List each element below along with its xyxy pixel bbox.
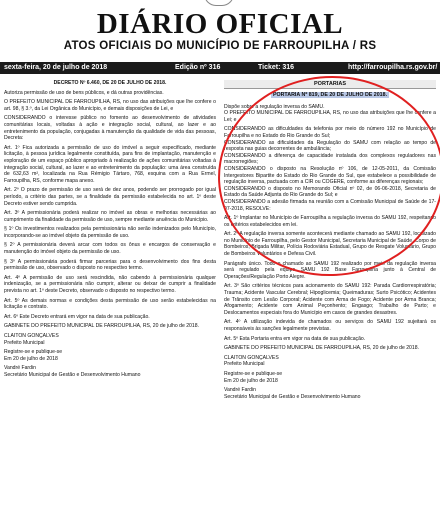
portaria-title <box>224 92 436 99</box>
portarias-section-header: PORTARIAS <box>224 80 436 89</box>
portaria-considerando-5: CONSIDERANDO o disposto no Memorando Oficial nº 02, de 06-06-2018, Secretaria de Estado da Saúde Adjunta do Rio Grande do Sul; e <box>224 185 436 199</box>
ticket-number: Ticket: 316 <box>258 64 295 71</box>
edition-info-bar <box>0 62 440 74</box>
portaria-secretary-name: Vandré Fardin <box>224 387 256 394</box>
edition-date: sexta-feira, 20 de julho de 2018 <box>4 64 108 71</box>
decree-art5: Art. 5º As demais normas e condições desta permissão de uso serão estabelecidas na licitação e contrato. <box>4 297 216 311</box>
portaria-art3: Art. 3º São critérios técnicos para acionamento do SAMU 192: Parada Cardiorrespiratória; Trauma; Acidente Vascular Cerebral; Hipoglicemia; Queimaduras; Surto Psicótico; Acidentes de Trânsito com Lesão Corporal; Acidente com Arma de Fogo; Acidente por Arma Branca; Afogamento; Acidente com Animal Peçonhento; Engasgo; Trabalho de Parto; e Deslocamentos especiais fora do Município em casos de grandes desastres. <box>224 283 436 316</box>
portaria-register-date: Em 20 de julho de 2018 <box>224 377 278 384</box>
decree-art3: Art. 3º A permissionária poderá realizar no imóvel as obras e melhorias necessárias ao cumprimento da finalidade da permissão de uso, sempre mediante anuência do Município. <box>4 210 216 223</box>
portaria-art2: Art. 2º A regulação inversa somente acontecerá mediante chamado ao SAMU 192, localizado no Município de Farroupilha, pelo Gestor Municipal, Secretaria Municipal de Saúde, Corpo de Bombeiros, Brigada Militar, Polícia Rodoviária Estadual, Grupo de Resgate Voluntário, Grupo de Bombeiros Voluntários e Defesa Civil. <box>224 231 436 258</box>
portaria-art1: Art. 1º Implantar no Município de Farroupilha a regulação inversa do SAMU 192, respeitando os critérios estabelecidos em lei. <box>224 215 436 228</box>
decree-art3-p2: § 2º A permissionária deverá arcar com todos os ônus e encargos de conservação e manutenção do imóvel objeto da permissão de uso. <box>4 242 216 256</box>
portaria-signer-name: CLAITON GONÇALVES <box>224 354 279 361</box>
decree-summary: Autoriza permissão de uso de bens públicos, e dá outras providências. <box>4 89 164 96</box>
portaria-secretary-title: Secretário Municipal de Gestão e Desenvolvimento Humano <box>224 393 361 400</box>
edition-number: Edição nº 316 <box>175 64 221 71</box>
decree-secretary-title: Secretário Municipal de Gestão e Desenvolvimento Humano <box>4 371 141 378</box>
decree-signer-name: CLAITON GONÇALVES <box>4 333 59 339</box>
portaria-art4: Art. 4º A utilização indevida de chamados ou serviços do SAMU 192 sujeitará os responsáveis às sanções legalmente previstas. <box>224 319 436 332</box>
portaria-paragrafo-unico: Parágrafo único. Todo o chamado ao SAMU 192 realizado por meio da regulação inversa será regulado pela equipe SAMU 192 Base Farroupilha junto à Central de Operações/Regulação Porto Alegre. <box>224 260 436 280</box>
decree-considerando: CONSIDERANDO o interesse público no fomento ao desenvolvimento de atividades comunitárias locais, voltadas à ação e integração social, cultural, ao lazer e ao entretenimento da população, conjugadas à manutenção da qualidade de vida das pessoas, Decreta: <box>4 115 216 142</box>
decree-art6: Art. 6º Este Decreto entrará em vigor na data de sua publicação. <box>4 313 150 320</box>
decree-register-date: Em 20 de julho de 2018 <box>4 355 58 362</box>
decree-art1: Art. 1º Fica autorizada a permissão de uso do imóvel a seguir especificado, mediante licitação, à pessoa jurídica legalmente constituída, para fins de implantação, manutenção e exploração de um espaço público apropriado à realização de ações comunitárias voltadas à integração social, cultural, ao lazer e ao entretenimento da população: uma área construída de 632,63 m², localizada na Rua Rémigio Tártaro, 768, esquina com a Rua Ermel, Farroupilha, RS, conforme mapa anexo. <box>4 144 216 184</box>
portaria-cabinet: GABINETE DO PREFEITO MUNICIPAL DE FARROUPILHA, RS, 20 de julho de 2018. <box>224 345 419 352</box>
portaria-considerando-3: CONSIDERANDO a diferença de capacidade instalada dos complexos reguladores nas macrorregiões; <box>224 152 436 166</box>
decree-secretary-name: Vandré Fardin <box>4 365 36 372</box>
left-column-decree <box>4 80 216 379</box>
decree-art4: Art. 4º A permissão de uso será rescindida, não cabendo à permissionária qualquer indenização, se a permissionária não cumprir, alterar ou deixar de cumprir a finalidade prevista no art. 1º deste Decreto, observado o disposto no respectivo termo. <box>4 274 216 295</box>
decree-register-line: Registre-se e publique-se <box>4 349 63 356</box>
masthead-subtitle: ATOS OFICIAIS DO MUNICÍPIO DE FARROUPILHA / RS <box>63 40 377 52</box>
portaria-intro: O PREFEITO MUNICIPAL DE FARROUPILHA, RS, no uso das atribuições que lhe confere a Lei; e <box>224 110 436 123</box>
coat-of-arms-icon <box>204 0 234 6</box>
portaria-considerando-4: CONSIDERANDO o disposto na Resolução nº 106, de 12-05-2011, da Comissão Intergestores Bipartite do Estado do Rio Grande do Sul, que estabelece a possibilidade de regulação inversa, pactuada com a CIR ou COGERE, conforme as diferenças regionais; <box>224 165 436 186</box>
portaria-register-line: Registre-se e publique-se <box>224 370 283 377</box>
decree-art3-p1: § 1º Os investimentos realizados pela permissionária não serão indenizados pelo Município, incorporando-se ao imóvel objeto da permissão de uso. <box>4 226 216 239</box>
decree-signer-title: Prefeito Municipal <box>4 339 45 346</box>
decree-title: DECRETO Nº 6.460, DE 20 DE JULHO DE 2018. <box>53 80 167 86</box>
portaria-considerando-1: CONSIDERANDO as dificuldades da telefonia por meio do número 192 no Município de Farroupilha e no Estado do Rio Grande do Sul; <box>224 126 436 139</box>
portaria-art5: Art. 5º Esta Portaria entra em vigor na data de sua publicação. <box>224 335 366 342</box>
site-url-link[interactable]: http://farroupilha.rs.gov.br/ <box>348 64 438 71</box>
portaria-summary: Dispõe sobre a regulação inversa do SAMU. <box>224 103 325 110</box>
decree-intro: O PREFEITO MUNICIPAL DE FARROUPILHA, RS, no uso das atribuições que lhe confere o art. 98, § 3.º, da Lei Orgânica do Município, e demais disposições de Lei, e <box>4 99 216 112</box>
masthead-title: DIÁRIO OFICIAL <box>96 8 344 40</box>
decree-art2: Art. 2º O prazo de permissão de uso será de dez anos, podendo ser prorrogado por igual período, a critério das partes, se a finalidade da permissão estabelecida no art. 1º deste Decreto estiver sendo cumprida. <box>4 187 216 207</box>
portaria-considerando-2: CONSIDERANDO as dificuldades da Regulação do SAMU com relação ao tempo de resposta nas guias decorrentes de ambulância; <box>224 139 436 153</box>
portaria-considerando-6: CONSIDERANDO a adesão firmada na reunião com a Comissão Municipal de Saúde de 17-07-2018, RESOLVE: <box>224 198 436 212</box>
decree-art3-p3: § 3º A permissionária poderá firmar parcerias para o desenvolvimento dos fins desta permissão de uso, observado o disposto no respectivo termo. <box>4 258 216 272</box>
portaria-title-text: PORTARIA Nº 819, DE 20 DE JULHO DE 2018. <box>272 92 388 98</box>
portaria-signer-title: Prefeito Municipal <box>224 361 265 368</box>
decree-cabinet: GABINETE DO PREFEITO MUNICIPAL DE FARROUPILHA, RS, 20 de julho de 2018. <box>4 323 199 330</box>
right-column-portarias <box>224 80 436 400</box>
masthead <box>0 0 440 60</box>
